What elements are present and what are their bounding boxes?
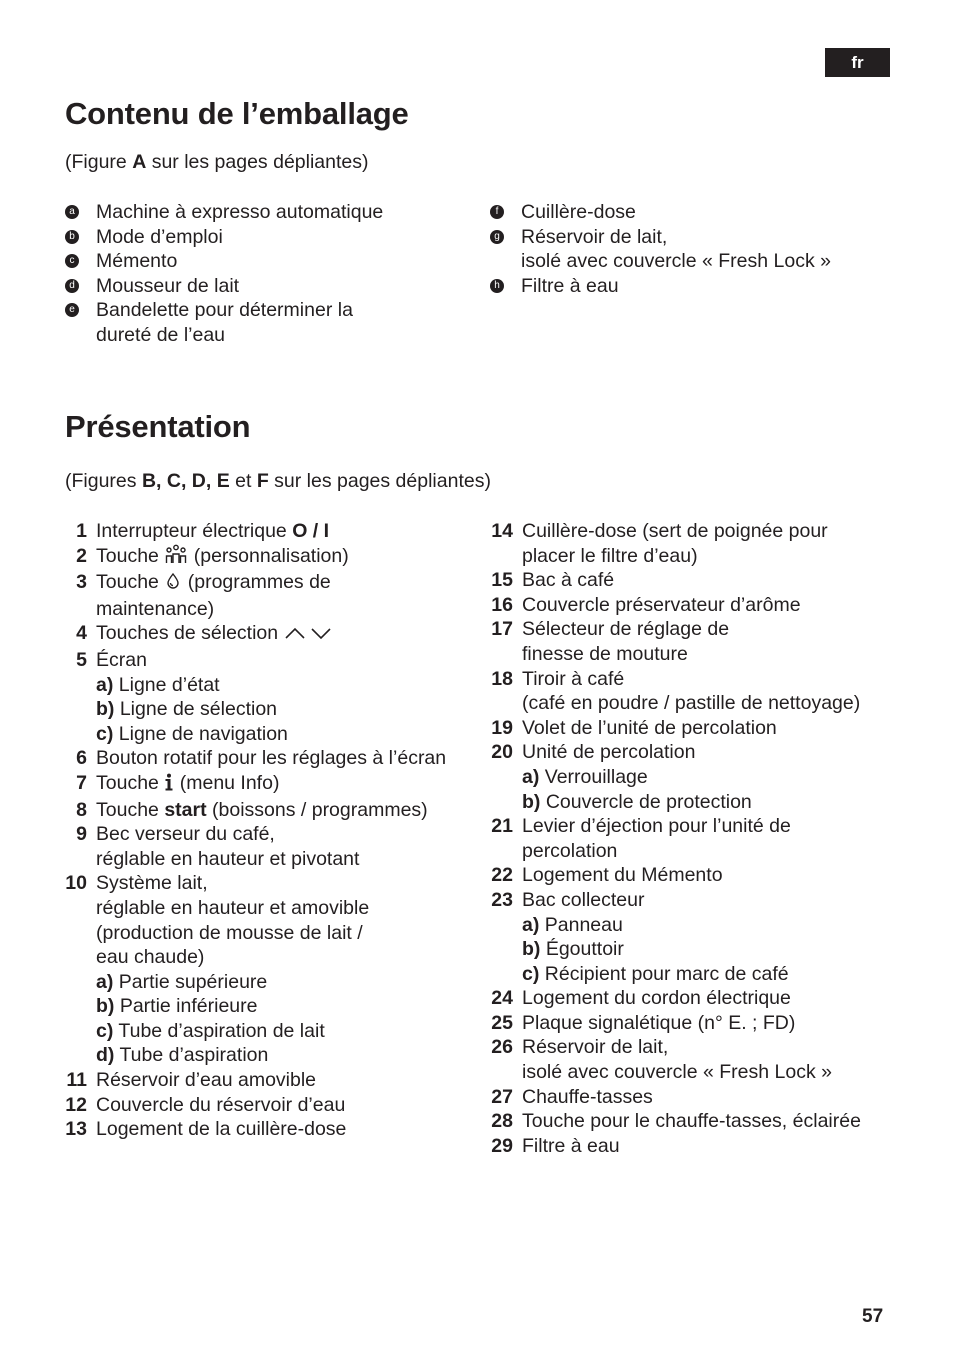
item-line-text: Partie inférieure [114, 995, 258, 1018]
item-line [96, 798, 475, 823]
list-item [486, 667, 906, 716]
item-number: 7 [76, 771, 87, 794]
item-text [96, 249, 465, 274]
item-line-text: Bac à café [522, 569, 615, 592]
item-line-text: Verrouillage [539, 765, 648, 788]
item-number: 13 [65, 1118, 87, 1141]
item-line [522, 863, 906, 888]
item-text [96, 746, 475, 771]
item-line-text: (programmes de [182, 571, 331, 594]
item-text [522, 568, 906, 593]
item-line-text: Couvercle préservateur d’arôme [522, 593, 801, 616]
item-line-text: Tube d’aspiration de lait [113, 1019, 325, 1042]
sub-item-label: a) [96, 673, 114, 696]
list-item [65, 225, 465, 250]
item-line-text: Unité de percolation [522, 741, 696, 764]
sub-item-label: b) [522, 938, 541, 961]
item-line-text: Bac collecteur [522, 888, 645, 911]
list-item [486, 1011, 906, 1036]
subtitle-figure-ref: F [256, 470, 269, 492]
item-text [522, 1134, 906, 1159]
item-line [96, 673, 475, 698]
sub-item-label: b) [96, 995, 115, 1018]
item-line [96, 945, 475, 970]
item-text [96, 871, 475, 1068]
sub-item-label: b) [522, 790, 541, 813]
item-text [96, 225, 465, 250]
item-text [522, 716, 906, 741]
item-text [521, 200, 890, 225]
item-number: 19 [491, 716, 513, 739]
item-line-text: Panneau [539, 913, 623, 936]
item-line-text: Touche [96, 571, 165, 594]
item-text [521, 225, 890, 274]
item-line-text: Système lait, [96, 872, 208, 895]
item-line: Mémento [96, 250, 178, 273]
item-line [96, 1019, 475, 1044]
item-line [96, 1068, 475, 1093]
item-line [96, 994, 475, 1019]
item-line-text: maintenance) [96, 597, 215, 620]
page-number: 57 [862, 1306, 884, 1327]
item-line-text: (menu Info) [174, 771, 280, 794]
item-line: Mode d’emploi [96, 225, 223, 248]
item-line [96, 970, 475, 995]
item-number: 4 [76, 622, 87, 645]
item-line [522, 790, 906, 815]
contenu-list-right [490, 200, 890, 298]
item-number: 12 [65, 1093, 87, 1116]
item-line [96, 519, 475, 544]
item-line [522, 691, 906, 716]
item-line [522, 986, 906, 1011]
item-line [522, 716, 906, 741]
list-item [486, 593, 906, 618]
maintenance-icon [164, 572, 182, 597]
item-text [522, 740, 906, 814]
item-line [96, 771, 475, 798]
item-line [522, 740, 906, 765]
item-line [96, 822, 475, 847]
item-number: 29 [491, 1134, 513, 1157]
item-line-text: Volet de l’unité de percolation [522, 716, 777, 739]
item-text [522, 519, 906, 568]
item-number: 26 [491, 1036, 513, 1059]
item-line [96, 896, 475, 921]
item-line-text: finesse de mouture [522, 642, 688, 665]
item-line-text: Sélecteur de réglage de [522, 618, 730, 641]
item-text [521, 274, 890, 299]
item-line [522, 568, 906, 593]
sub-item-label: a) [522, 765, 540, 788]
list-item [65, 274, 465, 299]
item-text [522, 1035, 906, 1084]
item-line-text: eau chaude) [96, 946, 205, 969]
list-item [60, 519, 475, 544]
item-number: 1 [76, 520, 87, 542]
item-line [96, 570, 475, 597]
subtitle-text: et [229, 470, 257, 492]
item-number: 20 [491, 741, 513, 764]
button-name: start [164, 798, 207, 821]
item-line-text: (personnalisation) [188, 544, 349, 567]
item-text [522, 1011, 906, 1036]
list-item [60, 822, 475, 871]
list-item [486, 986, 906, 1011]
item-line-text: Égouttoir [540, 938, 624, 961]
item-letter-marker: f [490, 205, 504, 219]
subtitle-figure-ref: A [132, 151, 147, 173]
item-number: 5 [76, 648, 87, 671]
item-line [96, 847, 475, 872]
item-line-text: Touche pour le chauffe-tasses, éclairée [522, 1110, 861, 1133]
item-line-text: (café en poudre / pastille de nettoyage) [522, 692, 861, 715]
item-number: 22 [491, 864, 513, 887]
item-line-text: Couvercle de protection [540, 790, 752, 813]
list-item [60, 1093, 475, 1118]
language-tab: fr [825, 48, 890, 77]
list-item [60, 1068, 475, 1093]
item-line [522, 814, 906, 839]
item-line [96, 1093, 475, 1118]
sub-item-label: c) [96, 1019, 114, 1042]
list-item [486, 617, 906, 666]
item-line [522, 617, 906, 642]
item-text [522, 863, 906, 888]
item-line [96, 697, 475, 722]
item-line-text: Logement du Mémento [522, 864, 723, 887]
item-text [96, 298, 465, 347]
item-text [96, 648, 475, 746]
item-number: 11 [66, 1069, 87, 1092]
item-line [522, 888, 906, 913]
item-letter-marker: h [490, 279, 504, 293]
item-number: 6 [76, 747, 87, 770]
list-item [65, 200, 465, 225]
item-line [96, 544, 475, 571]
subtitle-presentation [65, 470, 491, 493]
item-number: 23 [491, 888, 513, 911]
item-line: Machine à expresso automatique [96, 201, 384, 223]
item-line-text: Touche [96, 544, 165, 567]
item-line-text: (boissons / programmes) [206, 798, 428, 821]
item-line [96, 871, 475, 896]
list-item [65, 249, 465, 274]
item-line [96, 1117, 475, 1142]
item-line [522, 593, 906, 618]
item-line [522, 1134, 906, 1159]
item-line-text: Logement du cordon électrique [522, 987, 791, 1010]
item-line [96, 1043, 475, 1068]
item-line-text: Levier d’éjection pour l’unité de [522, 815, 791, 838]
item-text [96, 1093, 475, 1118]
item-line-text: Ligne d’état [113, 673, 220, 696]
item-line [522, 839, 906, 864]
item-text [522, 667, 906, 716]
item-line [522, 1035, 906, 1060]
list-item [60, 746, 475, 771]
list-item [60, 621, 475, 648]
list-item [490, 200, 890, 225]
list-item [60, 1117, 475, 1142]
item-line-text: Interrupteur électrique [96, 520, 293, 542]
item-line [522, 519, 906, 544]
item-line: Bandelette pour déterminer la [96, 299, 353, 322]
item-line: Filtre à eau [521, 274, 619, 297]
section-title-presentation: Présentation [65, 409, 251, 444]
item-number: 2 [76, 544, 87, 567]
item-text [522, 617, 906, 666]
sub-item-label: c) [522, 962, 540, 985]
list-item [60, 570, 475, 621]
list-item [486, 1085, 906, 1110]
item-line-text: Bec verseur du café, [96, 823, 275, 846]
item-text [96, 544, 475, 571]
presentation-list-left [60, 519, 475, 1142]
item-text [96, 771, 475, 798]
item-line [522, 765, 906, 790]
item-line-text: Plaque signalétique (n° E. ; FD) [522, 1011, 796, 1034]
item-letter-marker: a [65, 205, 79, 219]
item-text [522, 986, 906, 1011]
item-line [96, 746, 475, 771]
subtitle-text: (Figure [65, 151, 133, 173]
list-item [60, 648, 475, 746]
item-text [96, 570, 475, 621]
item-line-text: Chauffe-tasses [522, 1085, 653, 1108]
item-text [522, 814, 906, 863]
item-line: isolé avec couvercle « Fresh Lock » [521, 250, 831, 273]
item-number: 15 [491, 569, 513, 592]
item-line [522, 937, 906, 962]
item-line-text: Récipient pour marc de café [539, 962, 789, 985]
sub-item-label: b) [96, 698, 115, 721]
list-item [486, 863, 906, 888]
item-number: 9 [76, 823, 87, 846]
item-text [96, 274, 465, 299]
subtitle-contenu [65, 151, 369, 174]
item-line-text: percolation [522, 839, 618, 862]
item-line-text: Touche [96, 771, 165, 794]
item-line-text: Réservoir d’eau amovible [96, 1069, 317, 1092]
subtitle-text: sur les pages dépliantes) [268, 470, 491, 492]
item-line [522, 1109, 906, 1134]
list-item [486, 1035, 906, 1084]
personalisation-icon [164, 544, 188, 571]
item-number: 28 [491, 1110, 513, 1133]
list-item [490, 274, 890, 299]
item-line [96, 597, 475, 622]
item-text [522, 888, 906, 986]
item-line [522, 544, 906, 569]
subtitle-text: (Figures [65, 470, 142, 492]
item-line-text: Filtre à eau [522, 1134, 620, 1157]
item-line-text: Tiroir à café [522, 667, 625, 690]
item-number: 14 [491, 520, 513, 542]
list-item [486, 740, 906, 814]
switch-symbol: O / I [292, 520, 330, 542]
item-line [522, 1085, 906, 1110]
item-text [96, 1068, 475, 1093]
list-item [486, 519, 906, 568]
item-line [522, 642, 906, 667]
presentation-list-right [486, 519, 906, 1158]
item-line: Cuillère-dose [521, 201, 636, 223]
item-line-text: Touche [96, 798, 165, 821]
item-letter-marker: e [65, 303, 79, 317]
item-text [522, 593, 906, 618]
list-item [486, 888, 906, 986]
sub-item-label: a) [96, 970, 114, 993]
item-text [96, 1117, 475, 1142]
item-number: 8 [76, 798, 87, 821]
item-line-text: réglable en hauteur et pivotant [96, 847, 360, 870]
subtitle-figure-ref: B, C, D, E [141, 470, 230, 492]
list-item [486, 1134, 906, 1159]
item-text [96, 822, 475, 871]
item-text [96, 519, 475, 544]
list-item [490, 225, 890, 274]
item-line [522, 913, 906, 938]
item-number: 21 [491, 815, 513, 838]
list-item [486, 814, 906, 863]
list-item [486, 568, 906, 593]
section-title-contenu: Contenu de l’emballage [65, 96, 409, 131]
sub-item-label: c) [96, 722, 114, 745]
item-number: 24 [491, 987, 513, 1010]
item-text [522, 1085, 906, 1110]
list-item [486, 716, 906, 741]
info-icon [164, 773, 174, 798]
item-line-text: Couvercle du réservoir d’eau [96, 1093, 346, 1116]
item-line [522, 667, 906, 692]
item-line-text: Ligne de navigation [113, 722, 288, 745]
item-letter-marker: d [65, 279, 79, 293]
item-line-text: (production de mousse de lait / [96, 921, 363, 944]
item-line: Réservoir de lait, [521, 225, 668, 248]
item-line-text: Partie supérieure [113, 970, 268, 993]
item-line [522, 1060, 906, 1085]
sub-item-label: d) [96, 1044, 115, 1067]
item-line-text: Réservoir de lait, [522, 1036, 669, 1059]
item-line-text: Logement de la cuillère-dose [96, 1118, 347, 1141]
item-line [96, 621, 475, 648]
item-line-text: réglable en hauteur et amovible [96, 896, 370, 919]
item-number: 18 [491, 667, 513, 690]
item-line-text: Écran [96, 648, 147, 671]
item-letter-marker: c [65, 254, 79, 268]
list-item [60, 544, 475, 571]
item-text [96, 798, 475, 823]
list-item [60, 771, 475, 798]
item-text [96, 621, 475, 648]
list-item [60, 871, 475, 1068]
item-line-text: Ligne de sélection [114, 698, 278, 721]
item-letter-marker: b [65, 230, 79, 244]
item-number: 17 [491, 618, 513, 641]
item-number: 10 [65, 872, 87, 895]
item-number: 25 [491, 1011, 513, 1034]
item-number: 3 [76, 571, 87, 594]
list-item [60, 798, 475, 823]
item-line-text: placer le filtre d’eau) [522, 544, 698, 567]
subtitle-text: sur les pages dépliantes) [146, 151, 369, 173]
contenu-list-left [65, 200, 465, 348]
item-number: 27 [491, 1085, 513, 1108]
item-letter-marker: g [490, 230, 504, 244]
item-line: Mousseur de lait [96, 274, 240, 297]
item-line [96, 648, 475, 673]
item-number: 16 [491, 593, 513, 616]
up-down-arrows-icon [284, 623, 334, 648]
item-line-text: Tube d’aspiration [114, 1044, 269, 1067]
sub-item-label: a) [522, 913, 540, 936]
list-item [486, 1109, 906, 1134]
item-line [522, 962, 906, 987]
item-line-text: Cuillère-dose (sert de poignée pour [522, 520, 828, 542]
item-line-text: isolé avec couvercle « Fresh Lock » [522, 1061, 832, 1084]
item-line [96, 921, 475, 946]
item-line: dureté de l’eau [96, 323, 226, 346]
item-text [96, 200, 465, 225]
list-item [65, 298, 465, 347]
item-line-text: Bouton rotatif pour les réglages à l’écran [96, 747, 447, 770]
item-line-text: Touches de sélection [96, 622, 284, 645]
item-line [522, 1011, 906, 1036]
item-text [522, 1109, 906, 1134]
item-line [96, 722, 475, 747]
